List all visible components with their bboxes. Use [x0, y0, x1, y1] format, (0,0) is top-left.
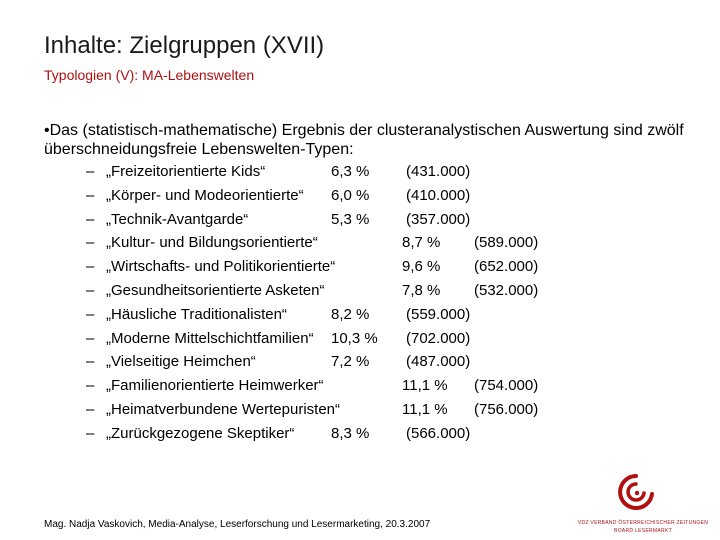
lebenswelt-count: (652.000) [474, 258, 539, 276]
lebenswelt-percent: 7,2 % [331, 353, 370, 371]
list-dash: – [86, 305, 95, 323]
lebenswelt-percent: 5,3 % [331, 210, 370, 228]
list-item [86, 330, 606, 354]
list-item [86, 187, 606, 211]
lebenswelt-name: „Heimatverbundene Wertepuristen“ [106, 400, 341, 418]
lebenswelt-percent: 8,3 % [331, 424, 370, 442]
list-dash: – [86, 186, 95, 204]
list-dash: – [86, 234, 95, 252]
list-dash: – [86, 210, 95, 228]
list-item [86, 282, 606, 306]
list-dash: – [86, 377, 95, 395]
lebenswelt-name: „Kultur- und Bildungsorientierte“ [106, 234, 318, 252]
slide-subtitle: Typologien (V): MA-Lebenswelten [44, 67, 255, 83]
lebenswelt-count: (410.000) [406, 186, 471, 204]
list-dash: – [86, 329, 95, 347]
list-item [86, 211, 606, 235]
lebenswelt-name: „Körper- und Modeorientierte“ [106, 186, 304, 204]
lebenswelt-percent: 8,7 % [402, 234, 441, 252]
lebenswelt-name: „Zurückgezogene Skeptiker“ [106, 424, 295, 442]
list-dash: – [86, 400, 95, 418]
lebenswelt-percent: 10,3 % [331, 329, 378, 347]
lebenswelt-name: „Familienorientierte Heimwerker“ [106, 377, 324, 395]
list-dash: – [86, 163, 95, 180]
lebenswelt-percent: 9,6 % [402, 258, 441, 276]
list-item [86, 258, 606, 282]
lebenswelt-count: (532.000) [474, 281, 539, 299]
slide-title: Inhalte: Zielgruppen (XVII) [44, 32, 325, 59]
lebenswelt-percent: 6,0 % [331, 186, 370, 204]
list-dash: – [86, 258, 95, 276]
list-item [86, 425, 606, 449]
lebenswelt-percent: 11,1 % [402, 400, 448, 418]
list-dash: – [86, 424, 95, 442]
lebenswelt-name: „Gesundheitsorientierte Asketen“ [106, 281, 325, 299]
logo-line-1: VDZ VERBAND ÖSTERREICHISCHER ZEITUNGEN [577, 520, 709, 526]
lebenswelt-name: „Wirtschafts- und Politikorientierte“ [106, 258, 336, 276]
list-dash: – [86, 353, 95, 371]
lebenswelt-name: „Moderne Mittelschichtfamilien“ [106, 329, 314, 347]
lebenswelt-count: (589.000) [474, 234, 539, 252]
footer-text: Mag. Nadja Vaskovich, Media-Analyse, Leserforschung und Lesermarketing, 20.3.2007 [44, 519, 431, 530]
lebenswelt-percent: 8,2 % [331, 305, 370, 323]
lebenswelt-count: (487.000) [406, 353, 471, 371]
lebenswelt-count: (702.000) [406, 329, 471, 347]
lebenswelt-count: (431.000) [406, 163, 471, 180]
lebenswelt-count: (566.000) [406, 424, 471, 442]
list-item [86, 234, 606, 258]
lebenswelt-percent: 11,1 % [402, 377, 448, 395]
lebenswelt-name: „Freizeitorientierte Kids“ [106, 163, 266, 180]
lebenswelt-percent: 7,8 % [402, 281, 441, 299]
list-item [86, 377, 606, 401]
intro-text: •Das (statistisch-mathematische) Ergebnis der clusteranalystischen Auswertung sind zwölf überschneidungsfreie Lebenswelten-Typen: [44, 122, 684, 158]
list-item [86, 401, 606, 425]
lebenswelt-count: (357.000) [406, 210, 471, 228]
lebenswelt-name: „Technik-Avantgarde“ [106, 210, 249, 228]
list-dash: – [86, 281, 95, 299]
list-item [86, 306, 606, 330]
vdz-swirl-logo-icon [616, 472, 656, 514]
lebenswelt-count: (559.000) [406, 305, 471, 323]
list-item [86, 163, 606, 187]
lebenswelt-count: (754.000) [474, 377, 539, 395]
lebenswelten-list [86, 163, 606, 449]
logo-line-2: BOARD LESERMARKT [614, 528, 672, 534]
lebenswelt-name: „Häusliche Traditionalisten“ [106, 305, 287, 323]
lebenswelt-count: (756.000) [474, 400, 539, 418]
lebenswelt-percent: 6,3 % [331, 163, 370, 180]
vdz-logo [560, 470, 720, 540]
lebenswelt-name: „Vielseitige Heimchen“ [106, 353, 256, 371]
list-item [86, 353, 606, 377]
